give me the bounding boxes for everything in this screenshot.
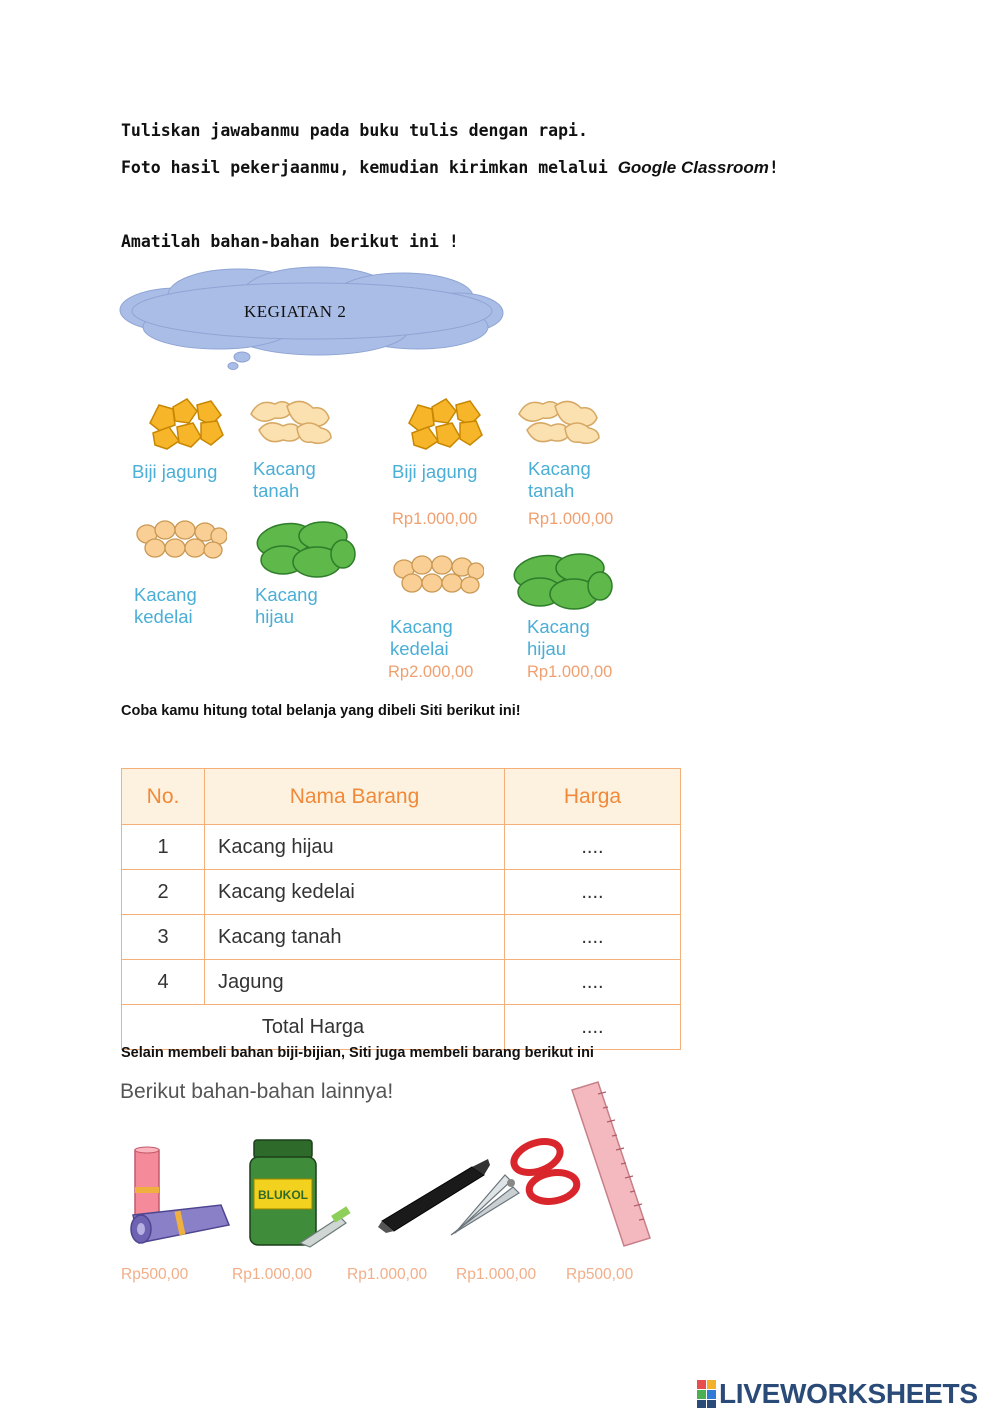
row-no: 4 [122,960,205,1005]
row-no: 2 [122,870,205,915]
instruction-line-1: Tuliskan jawabanmu pada buku tulis dengan rapi. [121,121,588,140]
instruction-line-2-prefix: Foto hasil pekerjaanmu, kemudian kirimkan melalui [121,158,618,177]
table-header-row [122,769,681,825]
instruction-line-2-suffix: ! [768,158,779,177]
grain-price-right-3: Rp2.000,00 [388,663,474,681]
tool-price-1: Rp500,00 [121,1266,189,1283]
glue-label: BLUKOL [258,1188,308,1202]
row-price-answer[interactable]: .... [505,960,681,1005]
table-row [122,870,681,915]
extra-items-heading: Berikut bahan-bahan lainnya! [120,1080,394,1103]
grain-name-left-4: Kacang hijau [255,584,318,627]
grain-name-right-4: Kacang hijau [527,616,590,659]
corn-kernels-icon [404,393,486,451]
cloud-label: KEGIATAN 2 [244,302,347,321]
scissors-icon [445,1135,585,1240]
observe-heading: Amatilah bahan-bahan berikut ini ! [121,232,459,251]
soybeans-icon [135,520,227,562]
grain-name-right-3: Kacang kedelai [390,616,453,659]
table-total-row [122,1005,681,1050]
row-name: Jagung [205,960,505,1005]
header-name: Nama Barang [205,769,505,825]
shopping-table [121,768,681,1050]
total-price-answer[interactable]: .... [505,1005,681,1050]
grain-name-left-3: Kacang kedelai [134,584,197,627]
liveworksheets-mark-icon [697,1380,717,1408]
google-classroom-text: Google Classroom [617,158,769,177]
grain-price-right-4: Rp1.000,00 [527,663,613,681]
row-price-answer[interactable]: .... [505,870,681,915]
grain-name-left-1: Biji jagung [132,461,218,482]
mung-beans-icon [255,518,357,580]
extra-items-text: Selain membeli bahan biji-bijian, Siti juga membeli barang berikut ini [121,1045,594,1061]
grain-price-right-1: Rp1.000,00 [392,510,478,528]
glue-jar-icon [240,1135,355,1255]
tool-price-2: Rp1.000,00 [232,1266,313,1283]
liveworksheets-logo[interactable] [697,1378,978,1410]
row-name: Kacang hijau [205,825,505,870]
row-no: 3 [122,915,205,960]
row-price-answer[interactable]: .... [505,825,681,870]
soybeans-icon [392,555,484,597]
peanuts-icon [247,396,339,448]
header-no: No. [122,769,205,825]
grain-name-left-2: Kacang tanah [253,458,316,501]
table-row [122,825,681,870]
ruler-icon [568,1080,658,1250]
table-row [122,960,681,1005]
question-text: Coba kamu hitung total belanja yang dibeli Siti berikut ini! [121,703,521,719]
grain-name-right-2: Kacang tanah [528,458,591,501]
row-price-answer[interactable]: .... [505,915,681,960]
mung-beans-icon [512,550,614,612]
peanuts-icon [515,396,607,448]
table-row [122,915,681,960]
row-name: Kacang tanah [205,915,505,960]
total-label: Total Harga [122,1005,505,1050]
corn-kernels-icon [145,393,227,451]
grain-name-right-1: Biji jagung [392,461,478,482]
row-no: 1 [122,825,205,870]
grain-price-right-2: Rp1.000,00 [528,510,614,528]
tool-price-3: Rp1.000,00 [347,1266,428,1283]
tool-price-4: Rp1.000,00 [456,1266,537,1283]
row-name: Kacang kedelai [205,870,505,915]
paper-rolls-icon [125,1145,235,1255]
tool-price-5: Rp500,00 [566,1266,634,1283]
liveworksheets-text: LIVEWORKSHEETS [719,1378,978,1409]
instruction-line-2 [121,158,779,178]
header-price: Harga [505,769,681,825]
